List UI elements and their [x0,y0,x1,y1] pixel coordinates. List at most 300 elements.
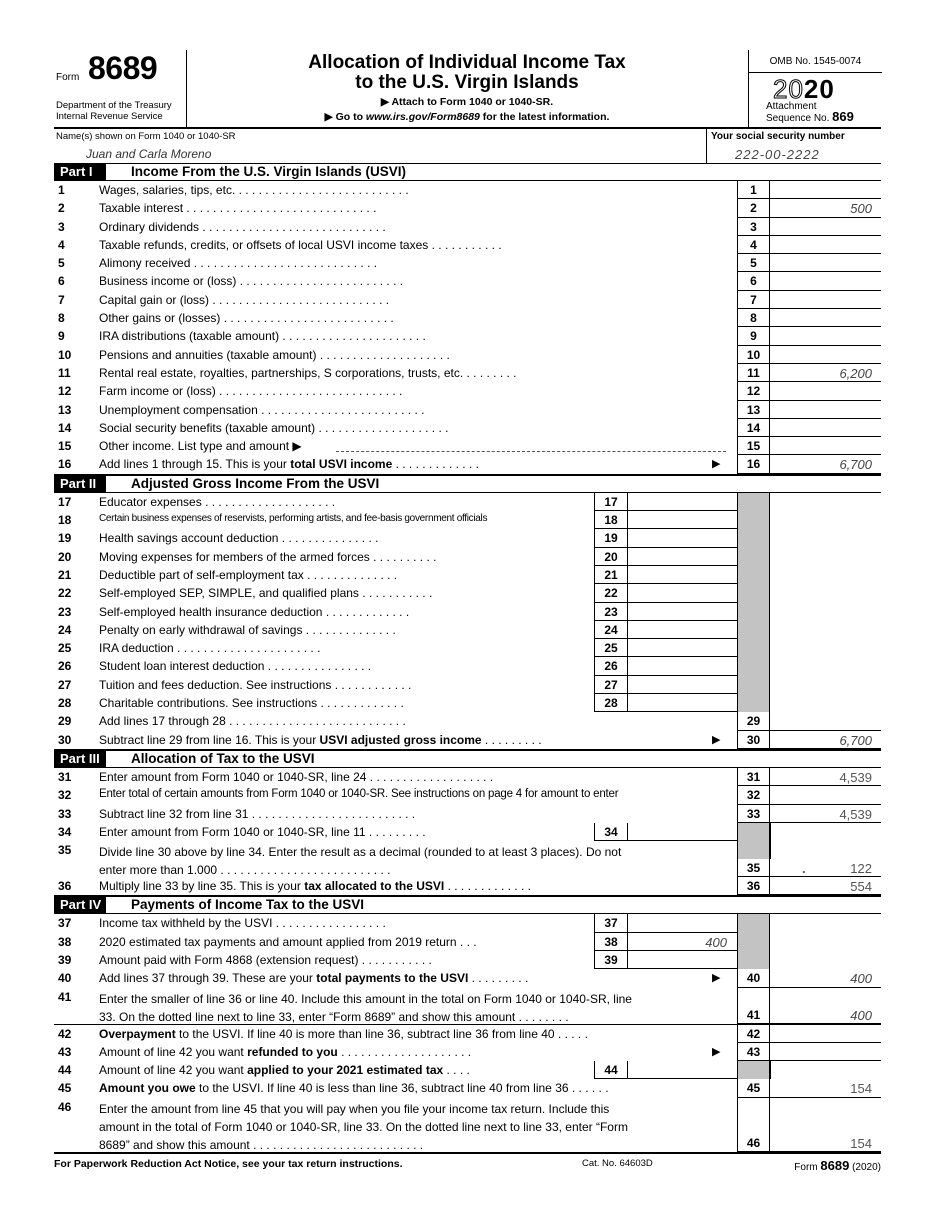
leader-dots: . . . . . . [568,1081,609,1096]
attach-note: ▶ Attach to Form 1040 or 1040-SR. [380,96,554,108]
leader-dots: . . . . . . . . . . . . . . . . . . . . . . . . . . [249,1137,424,1152]
label-line-1: Enter the amount from line 45 that you will pay when you file your income tax return. Include this [99,1101,610,1116]
line-box: 22 [594,584,628,602]
title-line-2: to the U.S. Virgin Islands [355,72,579,93]
line-44 [54,1061,881,1079]
name-label: Name(s) shown on Form 1040 or 1040-SR [56,131,236,142]
amount-field[interactable] [770,712,881,730]
leader-dots: . . . . . . . . . . [369,549,437,564]
line-number: 33 [58,806,72,821]
leader-dots: . . . . . . . . . . . . . . . . . . . . . . . . . [236,274,404,289]
amount-field[interactable]: 400 [628,933,737,951]
line-label [99,550,436,564]
label-line-3: 8689” and show this amount [99,1137,250,1152]
line-box: 1 [737,181,770,199]
label-text: Amount of line 42 you want [99,1063,248,1078]
line-label [99,274,403,288]
amount-field[interactable]: 154 [770,1134,881,1152]
amount-field[interactable]: 400 [770,1006,881,1024]
shaded-cell [737,639,770,657]
line-37 [54,914,881,932]
line-label [99,1081,609,1095]
line-label [99,825,426,839]
line-label [99,770,493,784]
label-line-2: enter more than 1.000 [99,863,218,878]
part-title: Allocation of Tax to the USVI [131,750,315,766]
line-number: 44 [58,1063,72,1078]
amount-field[interactable] [770,382,881,400]
line-41 [54,988,881,1024]
line-label [99,1027,588,1041]
goto-note [186,111,748,123]
leader-dots: . . . . . . . . . . . . . . . . . [272,916,386,931]
label-text: Charitable contributions. See instructions [99,696,318,711]
label-bold: total USVI income [290,457,393,472]
leader-dots: . . . . . . . . . . . . . . . . . . . . . . [173,641,321,656]
amount-field[interactable] [628,951,737,969]
label-bold: refunded to you [247,1044,338,1059]
year-bold: 20 [803,74,835,104]
line-box: 8 [737,309,770,327]
line-box: 30 [737,731,770,749]
line-1 [54,181,881,199]
line-label [99,659,371,673]
line-box: 16 [737,455,770,473]
line-label [99,843,729,879]
line-label [99,201,376,215]
line-number: 46 [58,1099,72,1114]
amount-field[interactable] [628,657,737,675]
label-text: Subtract line 29 from line 16. This is your [99,732,320,747]
label-text: IRA deduction [99,641,174,656]
line-number: 39 [58,952,72,967]
line-box: 35 [737,859,770,877]
amount-field[interactable] [770,786,881,804]
other-income-entry-line[interactable] [336,451,726,452]
line-number: 9 [58,329,65,344]
label-bold: total payments to the USVI [316,971,469,986]
label-bold: applied to your 2021 estimated tax [247,1063,444,1078]
line-number: 18 [58,513,72,528]
line-number: 5 [58,256,65,271]
irs-link[interactable]: www.irs.gov/Form8689 [365,111,480,123]
label-text: Business income or (loss) [99,274,237,289]
leader-dots: . . . . . . . . . . . . . . . . . . . . [316,347,450,362]
department: Department of the Treasury [56,100,172,111]
line-label [99,183,409,197]
form-8689-page [54,50,881,1174]
label-text: Student loan interest deduction [99,659,265,674]
line-box: 9 [737,327,770,345]
line-3 [54,218,881,236]
line-40 [54,969,881,987]
amount-field[interactable] [770,327,881,345]
label-text: Rental real estate, royalties, partnerships, S corporations, trusts, etc. [99,365,464,380]
line-number: 27 [58,677,72,692]
line-number: 42 [58,1026,72,1041]
column-divider [737,1098,770,1134]
part-title: Income From the U.S. Virgin Islands (USVI) [131,164,407,179]
line-number: 20 [58,549,72,564]
ssn-box [706,129,882,163]
line-box: 10 [737,346,770,364]
amount-field[interactable]: 6,200 [770,364,881,382]
taxpayer-info [54,129,881,164]
line-42 [54,1024,881,1043]
amount-field[interactable] [628,584,737,602]
form-title [186,53,748,93]
line-label [99,256,377,270]
shaded-cell [737,529,770,547]
line-box: 4 [737,236,770,254]
form-footer [54,1152,881,1174]
leader-dots: . . . . . . . . . . . . . . . . . . . . [315,420,449,435]
label-text: to the USVI. If line 40 is more than line 36, subtract line 36 from line 40 [175,1026,555,1041]
shaded-cell [737,914,770,932]
line-label: Certain business expenses of reservists, performing artists, and fee-basis government officials [99,513,488,525]
leader-dots: . . . . . . . . . . . . . . . . . . . . . . . . . . . [209,292,390,307]
label-text: Wages, salaries, tips, etc. [99,183,236,197]
amount-field[interactable] [770,181,881,199]
form-id-box [54,50,187,127]
line-box: 28 [594,694,628,712]
label-text: Enter amount from Form 1040 or 1040-SR, line 11 [99,824,366,839]
part-1-header [54,164,881,181]
line-label [99,714,406,728]
line-number: 19 [58,531,72,546]
amount-field[interactable]: 4,539 [770,768,881,786]
label-text: to the USVI. If line 40 is less than line 36, subtract line 40 from line 36 [195,1081,569,1096]
label-text: Social security benefits (taxable amount) [99,420,316,435]
amount-value: 122 [850,861,872,877]
line-23 [54,603,881,621]
line-label [99,935,477,949]
line-number: 14 [58,420,72,435]
year-outline: 20 [773,74,804,104]
line-2 [54,199,881,217]
line-31 [54,768,881,786]
label-text: 2020 estimated tax payments and amount applied from 2019 return [99,934,457,949]
leader-dots: . . . . . . . . . . . . . . . . . . . . . . . . . . . . . [183,201,377,216]
amount-field[interactable] [628,511,737,529]
column-divider [737,988,770,1006]
line-number: 2 [58,201,65,216]
amount-field[interactable] [628,914,737,932]
line-number: 45 [58,1081,72,1096]
line-number: 36 [58,879,72,894]
leader-dots: . . . . . . . . . . . . . . [302,622,396,637]
line-number: 17 [58,494,72,509]
arrow-icon: ▶ [712,972,721,985]
line-6 [54,272,881,290]
label-text: Self-employed SEP, SIMPLE, and qualified plans [99,586,359,601]
shaded-cell [737,511,770,529]
amount-field[interactable] [628,493,737,511]
line-30 [54,731,881,749]
part-4-header [54,895,881,914]
leader-dots: . . . . . . . . . . . . . . . . . . . . . . . . . . . [225,714,406,729]
part-tag: Part IV [54,897,106,913]
line-box: 3 [737,218,770,236]
line-box: 25 [594,639,628,657]
label-text: Penalty on early withdrawal of savings [99,622,303,637]
line-box: 32 [737,786,770,804]
line-box: 46 [737,1134,770,1152]
amount-field[interactable] [770,401,881,419]
amount-field[interactable]: 4,539 [770,805,881,823]
sequence-number: 869 [832,109,854,124]
line-number: 43 [58,1044,72,1059]
line-box: 34 [594,823,628,841]
line-label: Enter total of certain amounts from Form 1040 or 1040-SR. See instructions on page 4 for amount to enter [99,788,619,801]
leader-dots: . . . . . . . . . . . . . . . . . . . . . . . . . . . . [199,219,386,234]
line-box: 43 [737,1043,770,1061]
catalog-number: Cat. No. 64603D [582,1157,653,1169]
leader-dots: . . . . . . . . . . . . . . . . . . . . . . . . . . [235,183,409,197]
amount-field[interactable] [628,566,737,584]
amount-field[interactable] [770,1043,881,1061]
divider [770,823,771,841]
line-number: 21 [58,567,72,582]
leader-dots: . . . [456,934,477,949]
line-box: 5 [737,254,770,272]
amount-field[interactable] [770,1025,881,1043]
amount-field[interactable] [770,254,881,272]
name-field[interactable]: Juan and Carla Moreno [86,147,212,161]
amount-field[interactable]: 500 [770,199,881,217]
amount-field[interactable]: 6,700 [770,731,881,749]
line-box: 2 [737,199,770,217]
label-text: Taxable refunds, credits, or offsets of local USVI income taxes [99,237,429,252]
line-label [99,696,404,710]
line-number: 31 [58,769,72,784]
line-20 [54,548,881,566]
line-10 [54,346,881,364]
leader-dots: . . . . . . . . . . . . . . . . . . . . . . . . . [248,806,416,821]
leader-dots: . . . . . . . . . . . . . . [303,567,398,582]
line-19 [54,529,881,547]
line-label [99,403,424,417]
label-text: Multiply line 33 by line 35. This is your [99,879,305,894]
line-label [99,605,409,619]
line-number: 30 [58,732,72,747]
footer-form-year: (2020) [849,1161,881,1173]
line-13 [54,401,881,419]
line-number: 8 [58,311,65,326]
agency [56,100,172,122]
line-label [99,421,448,435]
line-box: 45 [737,1079,770,1097]
shaded-cell [737,933,770,951]
line-15 [54,437,881,455]
amount-field[interactable] [628,823,737,841]
part-2-header [54,474,881,493]
line-box: 44 [594,1061,628,1079]
leader-dots: . . . . . . . . . . . . . [322,604,410,619]
line-4 [54,236,881,254]
amount-field[interactable] [628,639,737,657]
line-box: 31 [737,768,770,786]
decimal-point: . [802,861,806,877]
amount-field[interactable] [628,529,737,547]
line-number: 35 [58,843,72,858]
leader-dots: . . . . . . . . . . . . . . . . [264,659,372,674]
shaded-cell [737,1061,770,1079]
line-number: 24 [58,622,72,637]
shaded-cell [737,603,770,621]
amount-field[interactable] [770,437,881,455]
line-box: 23 [594,603,628,621]
line-38 [54,933,881,951]
amount-field[interactable] [770,346,881,364]
line-box: 40 [737,969,770,987]
line-35 [54,841,881,877]
amount-field[interactable] [628,548,737,566]
label-text: Tuition and fees deduction. See instructions [99,677,332,692]
line-number: 41 [58,989,72,1004]
label-bold: Amount you owe [99,1081,196,1096]
leader-dots: . . . . . . . . . [481,732,542,747]
amount-field[interactable] [628,621,737,639]
amount-field[interactable] [770,309,881,327]
line-box: 12 [737,382,770,400]
leader-dots: . . . . . . . . . . . . [331,677,412,692]
line-11 [54,364,881,382]
arrow-icon: ▶ [712,733,721,746]
line-label [99,366,517,380]
label-text: Enter amount from Form 1040 or 1040-SR, line 24 [99,769,367,784]
form-number: 8689 [88,50,158,86]
line-46 [54,1098,881,1152]
line-number: 3 [58,219,65,234]
leader-dots: . . . . . . . . . . . [428,237,502,252]
leader-dots: . . . . . . . . . . . . . [392,457,479,472]
line-label [99,916,386,930]
line-box: 26 [594,657,628,675]
shaded-cell [737,676,770,694]
line-34 [54,823,881,841]
leader-dots: . . . . . [554,1026,588,1041]
leader-dots: . . . . . . . . . . . . . [317,696,404,711]
line-box: 13 [737,401,770,419]
line-number: 28 [58,696,72,711]
ssn-label: Your social security number [711,131,845,142]
label-text: Deductible part of self-employment tax [99,567,304,582]
part-tag: Part I [54,164,106,180]
line-12 [54,382,881,400]
amount-field[interactable] [770,419,881,437]
shaded-cell [737,951,770,969]
line-number: 37 [58,916,72,931]
leader-dots: . . . . . . . . . . . [358,586,433,601]
line-box: 29 [737,712,770,730]
label-bold: Overpayment [99,1026,176,1041]
line-label [99,238,502,252]
line-box: 20 [594,548,628,566]
footer-form-number: 8689 [820,1157,850,1173]
amount-field[interactable] [770,272,881,290]
amount-field[interactable] [770,291,881,309]
label-text: Pensions and annuities (taxable amount) [99,347,317,362]
part-tag: Part III [54,751,106,767]
line-number: 11 [58,365,71,380]
line-18 [54,511,881,529]
line-number: 29 [58,714,72,729]
line-number: 13 [58,402,72,417]
goto-prefix: ▶ Go to [324,111,366,123]
leader-dots: . . . . . . . . . . . . . . . . . . . . . . . . . . . . [190,256,378,271]
label-text: Capital gain or (loss) [99,292,210,307]
line-22 [54,584,881,602]
amount-field[interactable] [770,859,881,877]
shaded-cell [737,621,770,639]
label-text: Moving expenses for members of the armed forces [99,549,370,564]
part-title: Adjusted Gross Income From the USVI [131,475,380,491]
label-text: Other gains or (losses) [99,311,221,326]
line-label [99,1045,471,1059]
line-box: 18 [594,511,628,529]
leader-dots: . . . . . . . . . [365,824,426,839]
amount-field[interactable]: 554 [770,877,881,895]
leader-dots: . . . . . . . . . . . . . . . . . . . . [337,1044,472,1059]
arrow-icon: ▶ [712,458,721,471]
line-box: 42 [737,1025,770,1043]
leader-dots: . . . . [443,1063,470,1078]
ssn-field[interactable]: 222-00-2222 [735,147,820,162]
amount-field[interactable] [628,1061,737,1079]
attachment-label: Attachment [766,101,817,112]
leader-dots: . . . . . . . . . . . . . [444,879,531,894]
line-label [99,457,479,471]
form-id-footer [794,1158,881,1173]
attachment-sequence [766,102,854,124]
line-number: 40 [58,971,72,986]
line-number: 15 [58,439,72,454]
line-number: 10 [58,347,72,362]
part-3-header [54,749,881,768]
omb-box [748,50,882,127]
line-29 [54,712,881,730]
line-box: 15 [737,437,770,455]
line-label [99,807,415,821]
label-text: Ordinary dividends [99,219,200,234]
amount-field[interactable] [628,694,737,712]
amount-field[interactable]: 154 [770,1079,881,1097]
line-33 [54,805,881,823]
amount-field[interactable] [628,603,737,621]
line-box: 37 [594,914,628,932]
line-box: 41 [737,1006,770,1024]
line-number: 1 [58,183,65,197]
title-line-1: Allocation of Individual Income Tax [308,52,626,73]
amount-field[interactable]: 6,700 [770,455,881,473]
amount-field[interactable] [770,218,881,236]
line-number: 38 [58,934,72,949]
line-label [99,220,386,234]
line-label [99,971,528,985]
line-16 [54,455,881,473]
amount-field[interactable]: 400 [770,969,881,987]
line-box: 7 [737,291,770,309]
label-text: Add lines 1 through 15. This is your [99,457,291,472]
label-text: Income tax withheld by the USVI [99,916,273,931]
line-39 [54,951,881,969]
amount-field[interactable] [770,236,881,254]
amount-field[interactable] [628,676,737,694]
line-number: 32 [58,788,72,803]
line-number: 23 [58,604,72,619]
line-box: 6 [737,272,770,290]
